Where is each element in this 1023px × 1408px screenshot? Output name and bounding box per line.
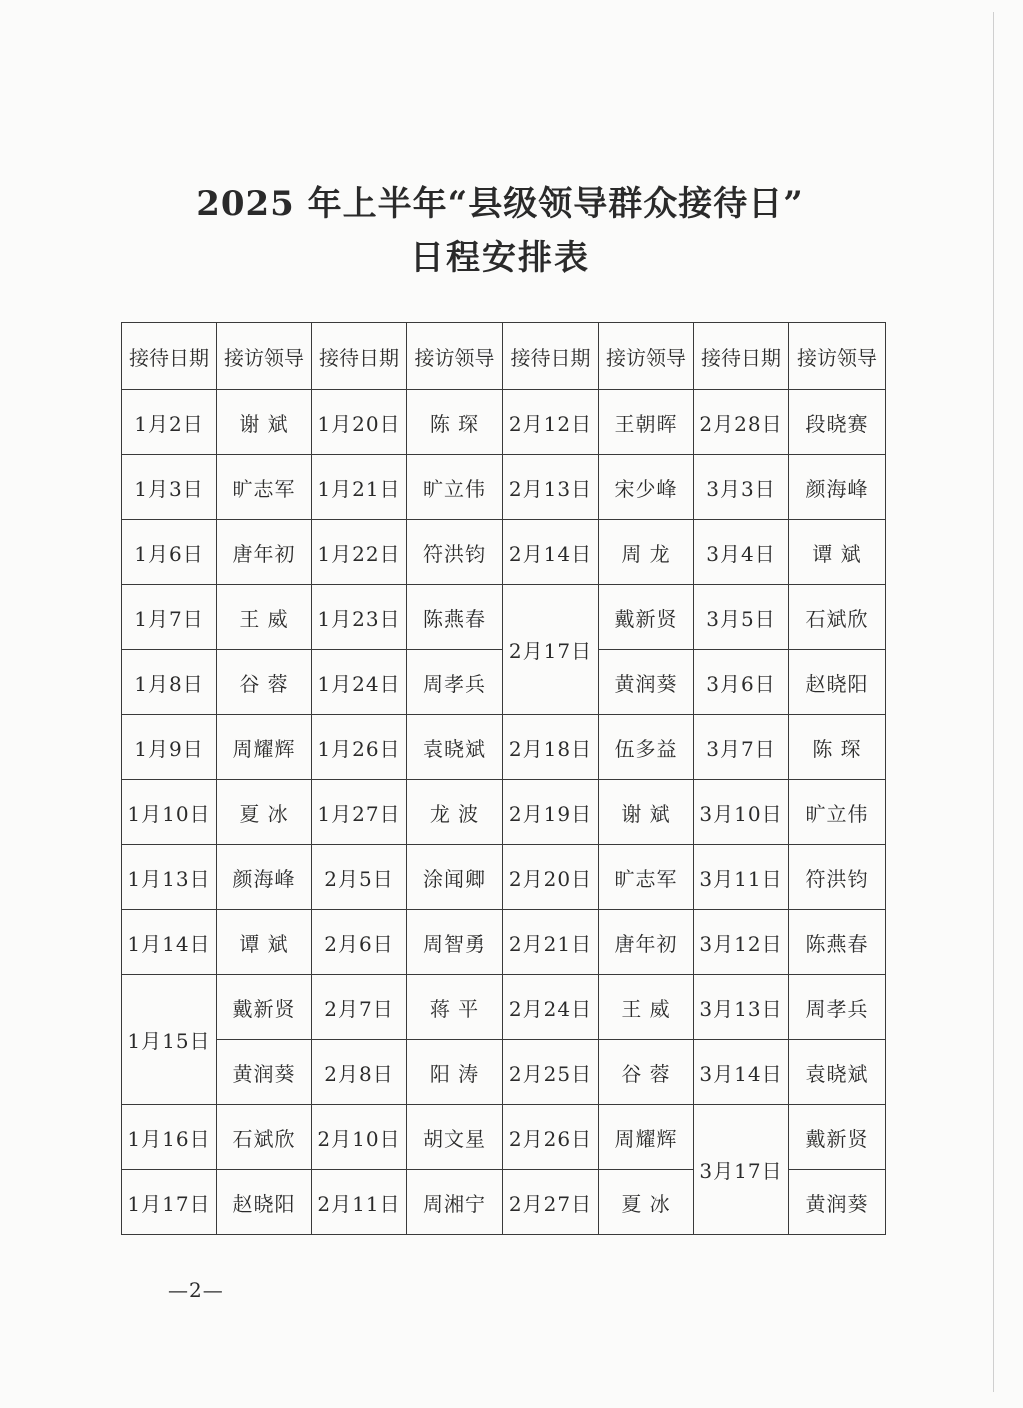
- leader-cell: 符洪钧: [407, 520, 503, 585]
- date-cell-merged: 1月15日: [122, 975, 217, 1105]
- date-cell: 1月13日: [122, 845, 217, 910]
- leader-cell: 袁晓斌: [407, 715, 503, 780]
- table-row: [122, 780, 886, 845]
- date-cell: 2月27日: [503, 1170, 599, 1235]
- date-cell: 2月14日: [503, 520, 599, 585]
- table-row: [122, 455, 886, 520]
- header-cell: 接待日期: [503, 323, 599, 390]
- page-number: —2—: [168, 1278, 224, 1302]
- date-cell: 3月6日: [694, 650, 789, 715]
- leader-cell: 王 威: [217, 585, 312, 650]
- leader-cell: 谭 斌: [217, 910, 312, 975]
- leader-cell: 戴新贤: [789, 1105, 886, 1170]
- leader-cell: 谭 斌: [789, 520, 886, 585]
- leader-cell: 唐年初: [217, 520, 312, 585]
- leader-cell: 旷立伟: [407, 455, 503, 520]
- date-cell: 3月13日: [694, 975, 789, 1040]
- table-row: [122, 845, 886, 910]
- table-row: [122, 715, 886, 780]
- date-cell: 2月28日: [694, 390, 789, 455]
- leader-cell: 赵晓阳: [789, 650, 886, 715]
- leader-cell: 石斌欣: [789, 585, 886, 650]
- header-cell: 接访领导: [599, 323, 694, 390]
- date-cell: 1月8日: [122, 650, 217, 715]
- date-cell: 3月4日: [694, 520, 789, 585]
- date-cell: 1月23日: [312, 585, 407, 650]
- header-cell: 接访领导: [217, 323, 312, 390]
- leader-cell: 戴新贤: [599, 585, 694, 650]
- leader-cell: 王朝晖: [599, 390, 694, 455]
- date-cell: 2月7日: [312, 975, 407, 1040]
- date-cell: 1月24日: [312, 650, 407, 715]
- leader-cell: 谢 斌: [217, 390, 312, 455]
- date-cell: 1月27日: [312, 780, 407, 845]
- table-row: [122, 1040, 886, 1105]
- header-cell: 接待日期: [694, 323, 789, 390]
- date-cell: 1月14日: [122, 910, 217, 975]
- leader-cell: 符洪钧: [789, 845, 886, 910]
- date-cell: 1月6日: [122, 520, 217, 585]
- header-cell: 接待日期: [122, 323, 217, 390]
- date-cell: 2月13日: [503, 455, 599, 520]
- table-header-row: [122, 323, 886, 390]
- header-cell: 接访领导: [789, 323, 886, 390]
- date-cell: 2月26日: [503, 1105, 599, 1170]
- date-cell: 2月11日: [312, 1170, 407, 1235]
- leader-cell: 周耀辉: [217, 715, 312, 780]
- date-cell: 1月9日: [122, 715, 217, 780]
- date-cell: 1月7日: [122, 585, 217, 650]
- header-cell: 接访领导: [407, 323, 503, 390]
- table-row: [122, 390, 886, 455]
- leader-cell: 夏 冰: [599, 1170, 694, 1235]
- document-title: 2025 年上半年“县级领导群众接待日”: [196, 184, 804, 224]
- date-cell: 2月21日: [503, 910, 599, 975]
- date-cell: 3月5日: [694, 585, 789, 650]
- date-cell: 1月10日: [122, 780, 217, 845]
- leader-cell: 胡文星: [407, 1105, 503, 1170]
- leader-cell: 陈 琛: [407, 390, 503, 455]
- leader-cell: 周湘宁: [407, 1170, 503, 1235]
- leader-cell: 陈燕春: [789, 910, 886, 975]
- date-cell: 1月21日: [312, 455, 407, 520]
- date-cell: 1月3日: [122, 455, 217, 520]
- date-cell: 2月12日: [503, 390, 599, 455]
- leader-cell: 黄润葵: [599, 650, 694, 715]
- date-cell: 2月18日: [503, 715, 599, 780]
- leader-cell: 唐年初: [599, 910, 694, 975]
- date-cell: 1月22日: [312, 520, 407, 585]
- date-cell-merged: 3月17日: [694, 1105, 789, 1235]
- header-cell: 接待日期: [312, 323, 407, 390]
- leader-cell: 旷志军: [217, 455, 312, 520]
- leader-cell: 颜海峰: [789, 455, 886, 520]
- date-cell: 1月20日: [312, 390, 407, 455]
- date-cell: 3月7日: [694, 715, 789, 780]
- date-cell: 3月14日: [694, 1040, 789, 1105]
- leader-cell: 周孝兵: [407, 650, 503, 715]
- date-cell: 2月10日: [312, 1105, 407, 1170]
- leader-cell: 谷 蓉: [217, 650, 312, 715]
- date-cell: 3月11日: [694, 845, 789, 910]
- leader-cell: 石斌欣: [217, 1105, 312, 1170]
- leader-cell: 旷志军: [599, 845, 694, 910]
- leader-cell: 周 龙: [599, 520, 694, 585]
- document-subtitle: 日程安排表: [410, 238, 590, 278]
- leader-cell: 戴新贤: [217, 975, 312, 1040]
- table-row: [122, 585, 886, 650]
- leader-cell: 黄润葵: [217, 1040, 312, 1105]
- leader-cell: 旷立伟: [789, 780, 886, 845]
- date-cell: 1月16日: [122, 1105, 217, 1170]
- leader-cell: 阳 涛: [407, 1040, 503, 1105]
- leader-cell: 袁晓斌: [789, 1040, 886, 1105]
- date-cell: 1月26日: [312, 715, 407, 780]
- leader-cell: 周耀辉: [599, 1105, 694, 1170]
- leader-cell: 周智勇: [407, 910, 503, 975]
- table-row: [122, 1105, 886, 1170]
- date-cell: 2月6日: [312, 910, 407, 975]
- date-cell: 2月25日: [503, 1040, 599, 1105]
- date-cell: 3月10日: [694, 780, 789, 845]
- table-row: [122, 975, 886, 1040]
- schedule-table: [121, 322, 886, 1235]
- leader-cell: 王 威: [599, 975, 694, 1040]
- date-cell: 2月19日: [503, 780, 599, 845]
- date-cell: 1月2日: [122, 390, 217, 455]
- leader-cell: 颜海峰: [217, 845, 312, 910]
- leader-cell: 伍多益: [599, 715, 694, 780]
- table-row: [122, 910, 886, 975]
- date-cell: 3月12日: [694, 910, 789, 975]
- date-cell: 2月8日: [312, 1040, 407, 1105]
- date-cell: 3月3日: [694, 455, 789, 520]
- leader-cell: 夏 冰: [217, 780, 312, 845]
- leader-cell: 蒋 平: [407, 975, 503, 1040]
- leader-cell: 涂闻卿: [407, 845, 503, 910]
- leader-cell: 陈 琛: [789, 715, 886, 780]
- leader-cell: 龙 波: [407, 780, 503, 845]
- leader-cell: 宋少峰: [599, 455, 694, 520]
- date-cell: 1月17日: [122, 1170, 217, 1235]
- leader-cell: 黄润葵: [789, 1170, 886, 1235]
- leader-cell: 赵晓阳: [217, 1170, 312, 1235]
- leader-cell: 段晓赛: [789, 390, 886, 455]
- table-row: [122, 520, 886, 585]
- date-cell: 2月24日: [503, 975, 599, 1040]
- date-cell-merged: 2月17日: [503, 585, 599, 715]
- date-cell: 2月20日: [503, 845, 599, 910]
- date-cell: 2月5日: [312, 845, 407, 910]
- leader-cell: 陈燕春: [407, 585, 503, 650]
- leader-cell: 周孝兵: [789, 975, 886, 1040]
- leader-cell: 谷 蓉: [599, 1040, 694, 1105]
- leader-cell: 谢 斌: [599, 780, 694, 845]
